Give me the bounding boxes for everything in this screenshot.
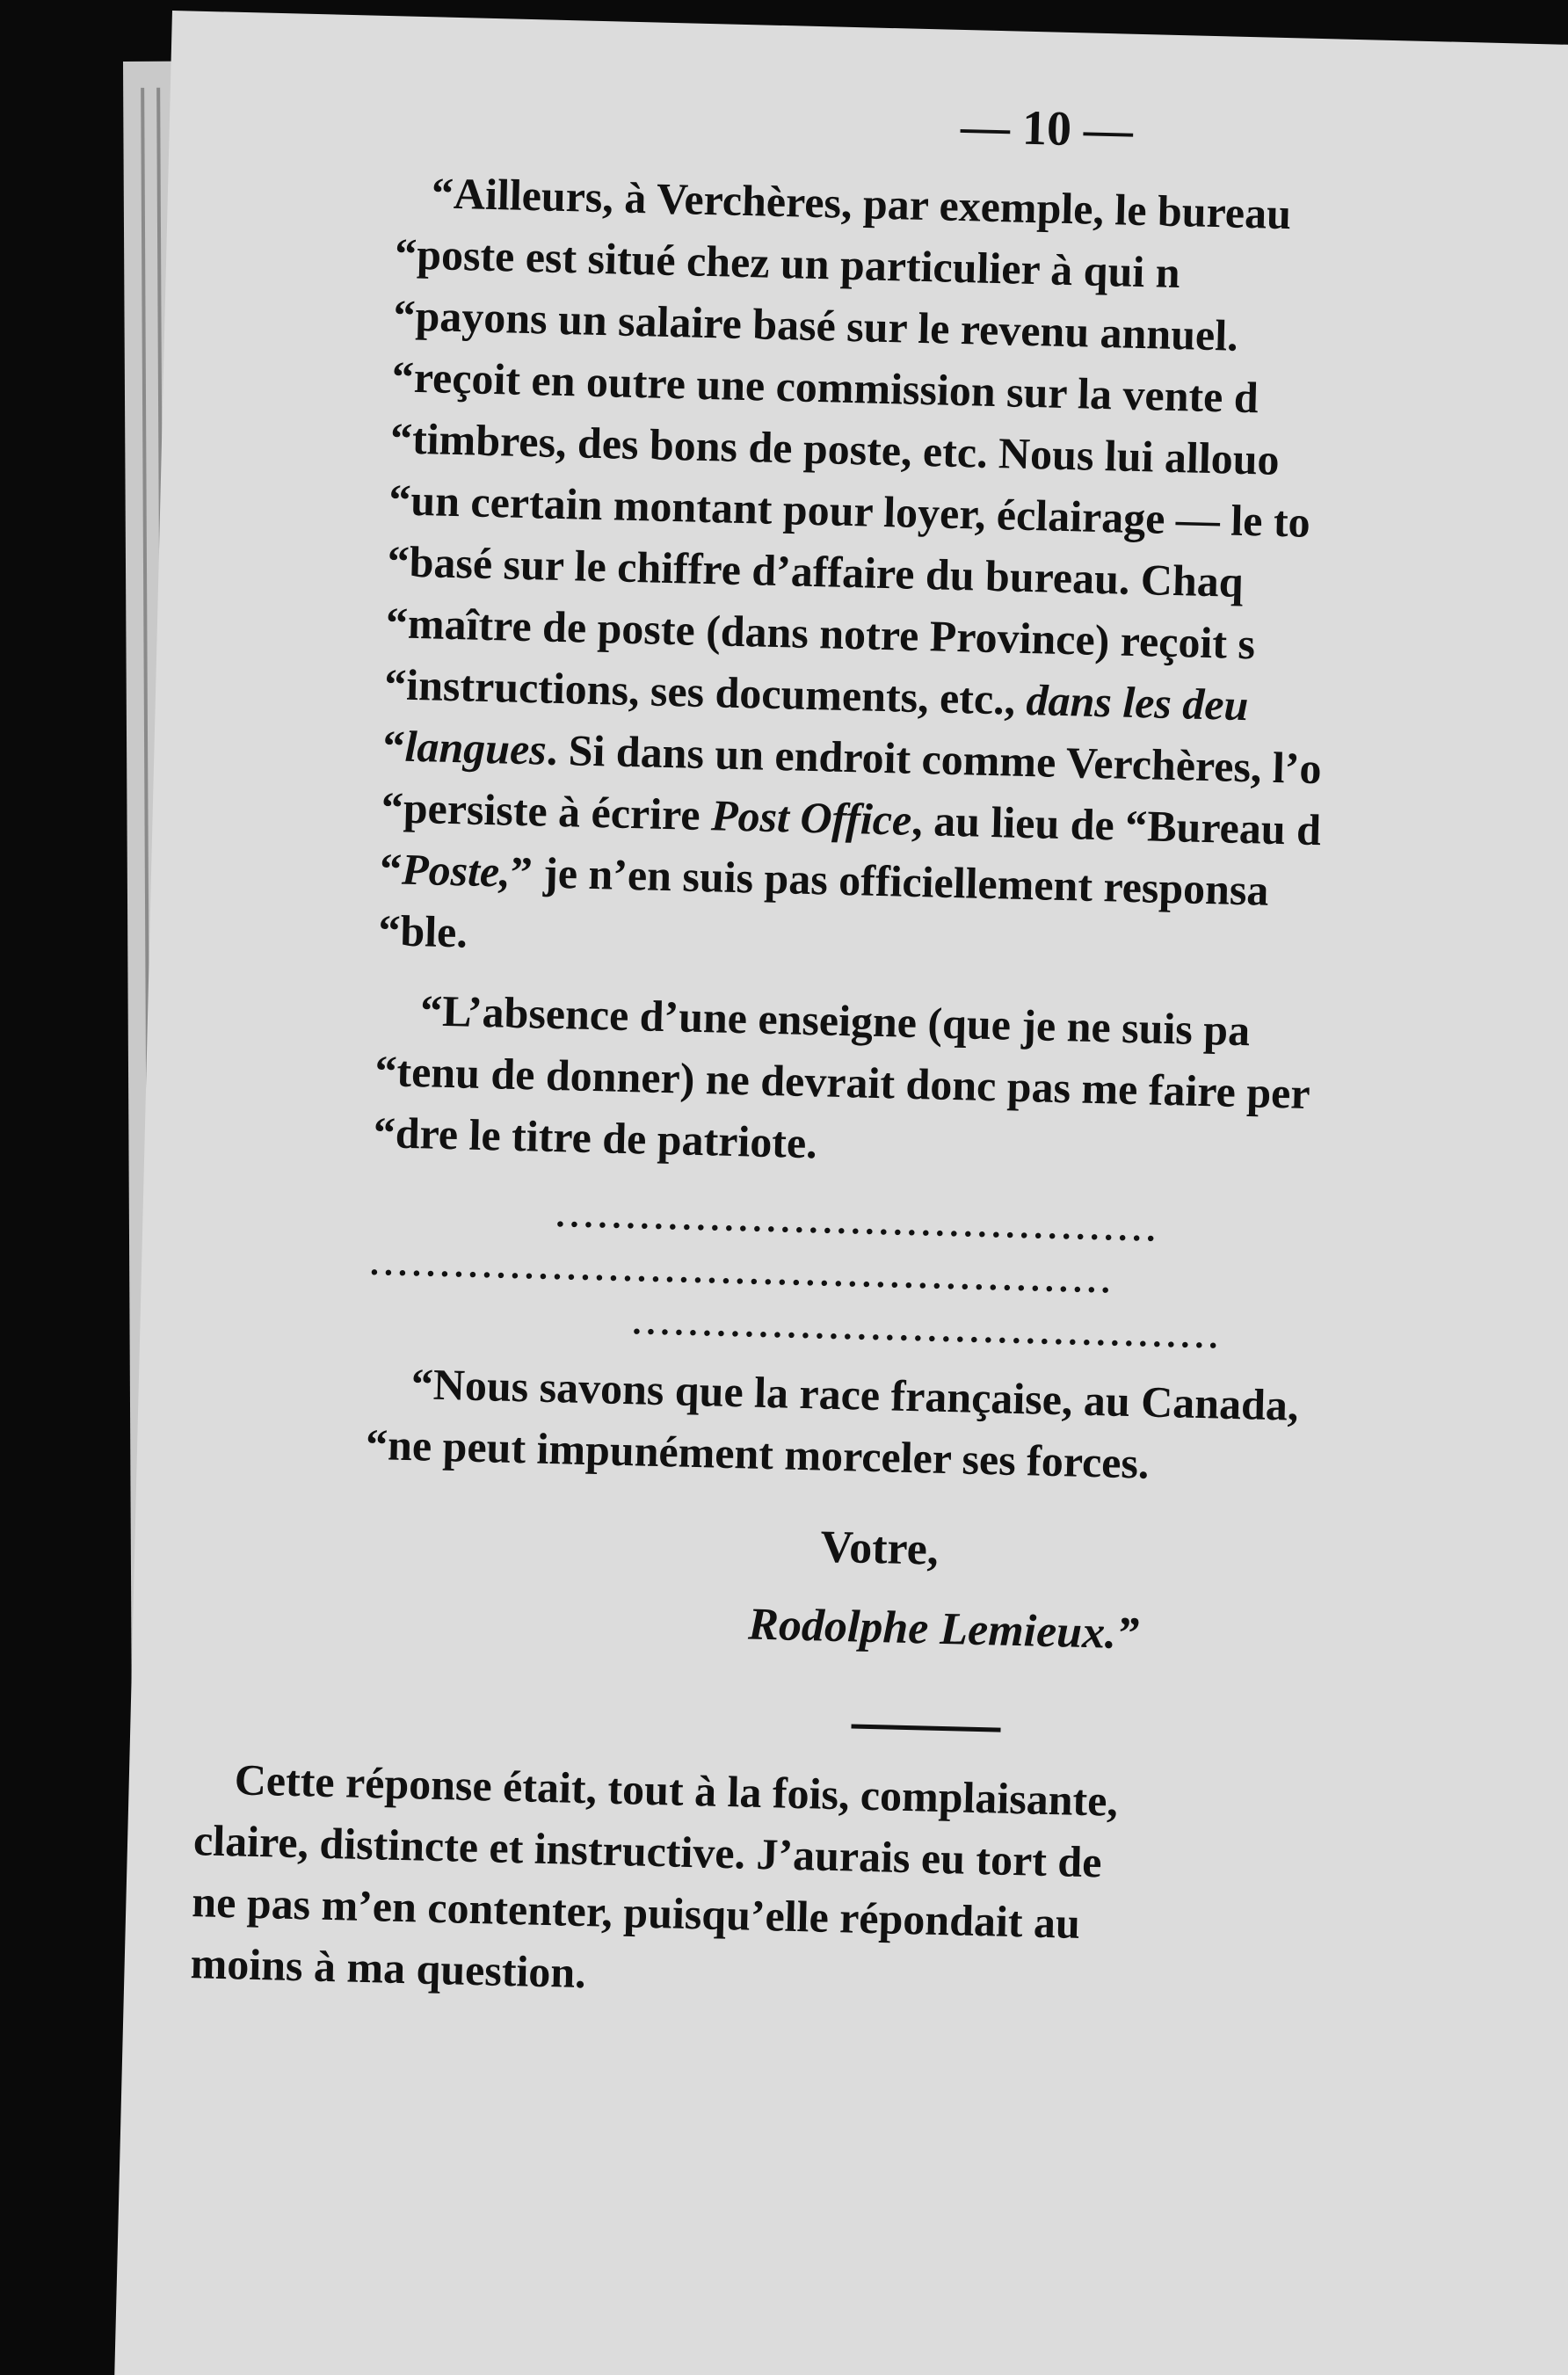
- text-line: [383, 659, 1250, 730]
- closing: Votre,: [819, 1522, 940, 1575]
- text-line: “tenu de donner) ne devrait donc pas me faire per: [374, 1046, 1311, 1118]
- text-segment: , au lieu de “Bureau d: [911, 795, 1322, 855]
- text-line: [394, 229, 1181, 298]
- text-segment: “persiste à écrire: [381, 782, 712, 840]
- text-italic: langues: [403, 721, 548, 774]
- text-segment: “instructions, ses documents, etc.,: [383, 659, 1027, 724]
- text-segment: “payons un salaire basé sur le revenu annuel.: [392, 290, 1239, 360]
- text-italic: dans les deu: [1025, 674, 1250, 730]
- signature: Rodolphe Lemieux.”: [747, 1599, 1140, 1660]
- text-line: claire, distincte et instructive. J’aurais eu tort de: [192, 1815, 1103, 1887]
- text-line: ne pas m’en contenter, puisqu’elle répondait au: [191, 1877, 1081, 1948]
- text-line: [381, 721, 1323, 794]
- section-rule: [851, 1724, 1000, 1732]
- text-line: moins à ma question.: [190, 1938, 587, 1998]
- text-segment: . Si dans un endroit comme Verchères, l’o: [546, 724, 1323, 794]
- text-italic: Post Office: [710, 790, 912, 845]
- text-line: [431, 168, 1292, 239]
- ellipsis-line: ..........................................: [632, 1302, 1224, 1356]
- text-segment: “Ailleurs, à Verchères, par exemple, le bureau: [431, 168, 1292, 239]
- text-segment: “poste est situé chez un particulier à qui n: [394, 229, 1181, 298]
- text-segment: “basé sur le chiffre d’affaire du bureau. Chaq: [387, 536, 1245, 606]
- text-segment: “: [381, 721, 406, 771]
- text-line: [377, 905, 468, 957]
- text-line: “L’absence d’une enseigne (que je ne suis pa: [419, 985, 1251, 1056]
- text-segment: ” je n’en suis pas officiellement responsa: [510, 846, 1270, 915]
- text-line: “ne peut impunément morceler ses forces.: [365, 1419, 1151, 1488]
- text-segment: “ble.: [377, 905, 468, 957]
- text-line: “dre le titre de patriote.: [373, 1107, 818, 1168]
- text-line: [392, 290, 1239, 360]
- text-line: [387, 536, 1245, 606]
- text-segment: “: [379, 844, 403, 894]
- text-line: Cette réponse était, tout à la fois, complaisante,: [234, 1754, 1119, 1826]
- ellipsis-line: .....................................................: [369, 1242, 1116, 1301]
- text-segment: “maître de poste (dans notre Province) reçoit s: [385, 598, 1256, 669]
- text-italic: Poste,: [401, 844, 512, 897]
- text-line: [389, 413, 1281, 484]
- text-segment: “timbres, des bons de poste, etc. Nous lui allouo: [389, 413, 1281, 484]
- text-segment: “reçoit en outre une commission sur la vente d: [391, 352, 1259, 423]
- text-line: [381, 782, 1322, 855]
- text-line: [379, 844, 1270, 915]
- text-line: [385, 598, 1256, 669]
- book-page: [114, 11, 1568, 2375]
- page-number: — 10 —: [960, 98, 1134, 158]
- text-line: [391, 352, 1259, 423]
- text-segment: “un certain montant pour loyer, éclairage — le to: [388, 475, 1311, 547]
- ellipsis-line: ...........................................: [555, 1195, 1162, 1249]
- text-line: “Nous savons que la race française, au Canada,: [410, 1359, 1300, 1430]
- text-line: [388, 475, 1311, 547]
